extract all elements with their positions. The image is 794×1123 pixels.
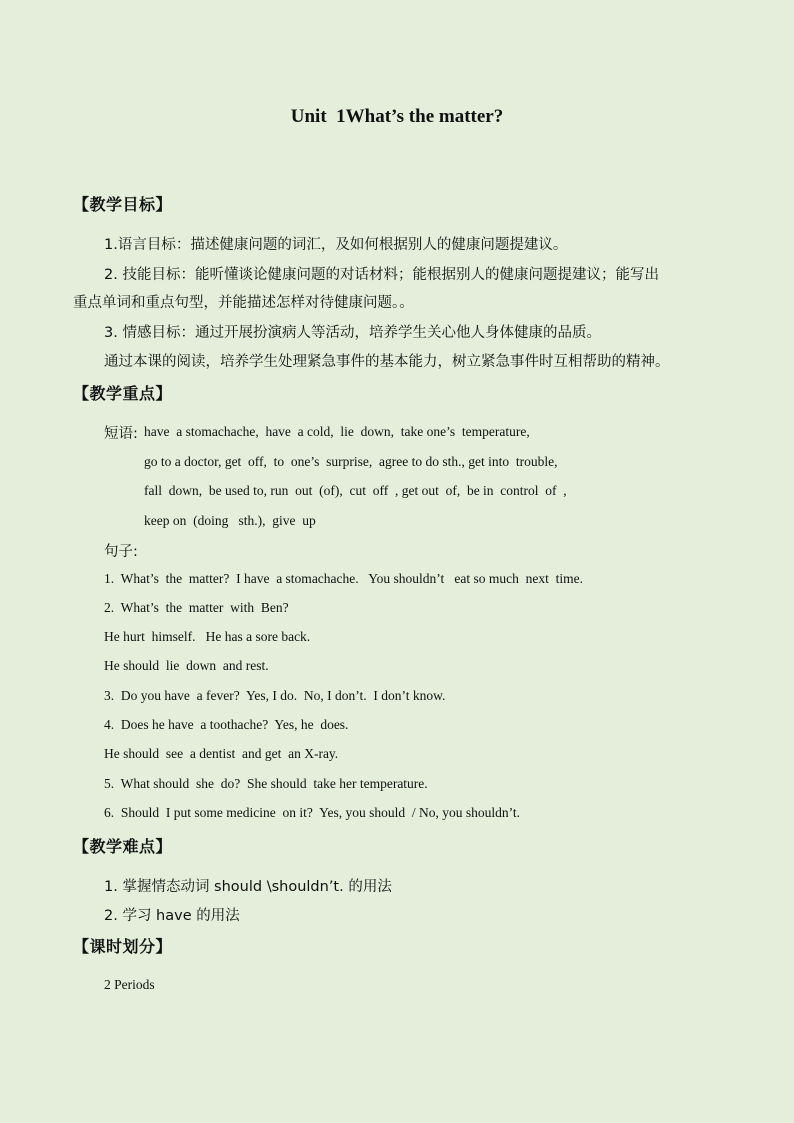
difficulties-heading: 【教学难点】 (73, 837, 173, 856)
key-points-heading: 【教学重点】 (73, 384, 173, 403)
sentence-line: 1. What’s the matter? I have a stomachache. You shouldn’t eat so much next time. (104, 571, 584, 586)
sentence-line: 4. Does he have a toothache? Yes, he does. (104, 717, 349, 732)
sentence-line: He should see a dentist and get an X-ray. (104, 746, 339, 761)
sentence-line: 3. Do you have a fever? Yes, I do. No, I don’t. I don’t know. (104, 688, 446, 703)
phrases-label: 短语: (104, 426, 138, 442)
phrase-line: go to a doctor, get off, to one’s surprise, agree to do sth., get into trouble, (144, 454, 558, 469)
sentence-line: He should lie down and rest. (104, 658, 269, 673)
sentence-line: He hurt himself. He has a sore back. (104, 629, 311, 644)
objective-skills: 2. 技能目标：能听懂谈论健康问题的对话材料；能根据别人的健康问题提建议；能写出 (104, 267, 659, 283)
periods-heading: 【课时划分】 (73, 937, 173, 956)
objectives-heading: 【教学目标】 (73, 195, 173, 214)
sentence-line: 5. What should she do? She should take her temperature. (104, 776, 428, 791)
phrase-line: have a stomachache, have a cold, lie down, take one’s temperature, (144, 424, 530, 439)
sentence-line: 2. What’s the matter with Ben? (104, 600, 289, 615)
document-title: Unit 1What’s the matter? (290, 106, 504, 127)
objective-reading: 通过本课的阅读，培养学生处理紧急事件的基本能力，树立紧急事件时互相帮助的精神。 (104, 354, 670, 370)
difficulty-item: 2. 学习 have 的用法 (104, 908, 240, 924)
periods-text: 2 Periods (104, 977, 155, 992)
difficulty-item: 1. 掌握情态动词 should \shouldn’t. 的用法 (104, 879, 392, 895)
objective-skills-continued: 重点单词和重点句型，并能描述怎样对待健康问题。。 (73, 295, 414, 311)
sentences-label: 句子: (104, 544, 138, 560)
phrase-line: fall down, be used to, run out (of), cut off , get out of, be in control of , (144, 483, 567, 498)
objective-language: 1.语言目标：描述健康问题的词汇，及如何根据别人的健康问题提建议。 (104, 237, 568, 253)
sentence-line: 6. Should I put some medicine on it? Yes, you should / No, you shouldn’t. (104, 805, 521, 820)
phrase-line: keep on (doing sth.), give up (144, 513, 316, 528)
objective-emotion: 3. 情感目标：通过开展扮演病人等活动，培养学生关心他人身体健康的品质。 (104, 325, 601, 341)
